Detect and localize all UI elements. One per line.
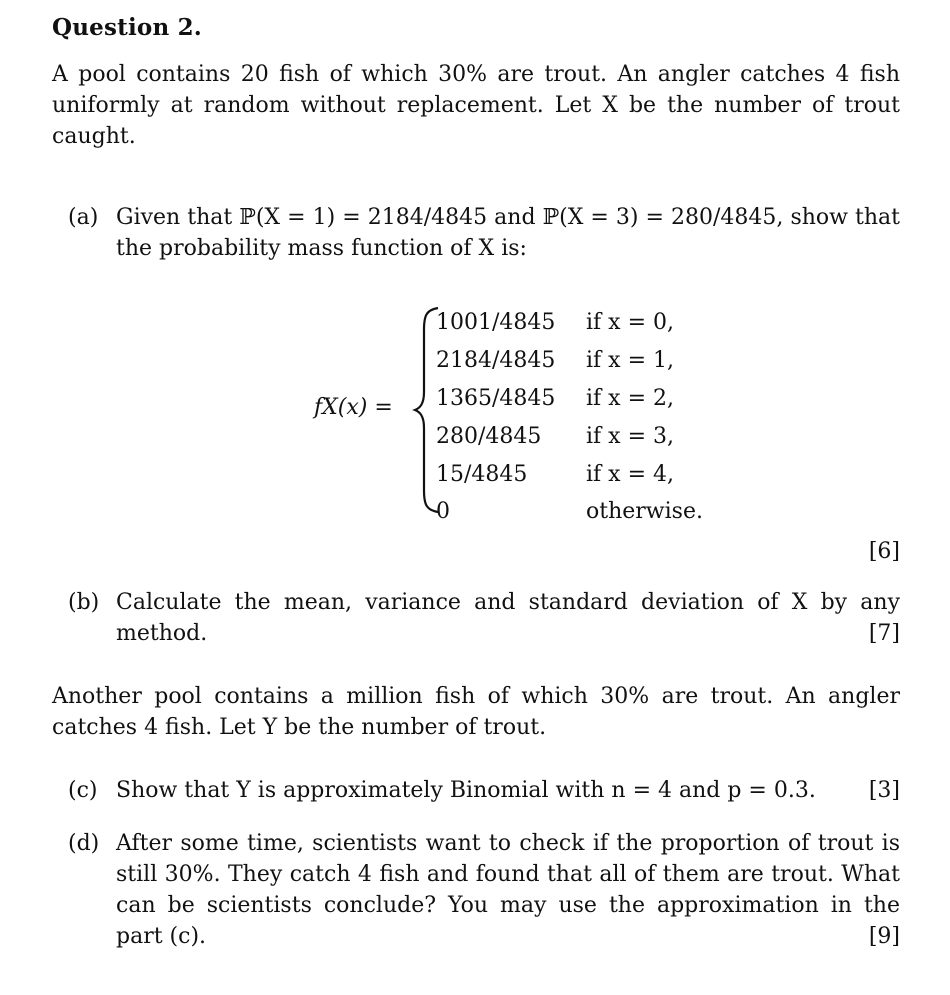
part-b — [52, 587, 900, 649]
pmf-value: 1365/4845 — [436, 385, 556, 411]
part-c-label: (c) — [68, 778, 98, 803]
pmf-value: 280/4845 — [436, 423, 542, 449]
part-c-text: Show that Y is approximately Binomial with n = 4 and p = 0.3. — [116, 778, 816, 803]
pmf-row — [436, 342, 703, 380]
pmf-lhs: fX(x) = — [314, 395, 393, 420]
pmf-row — [436, 455, 703, 493]
pmf-row — [436, 417, 703, 455]
pmf-condition: if x = 0, — [586, 310, 674, 336]
part-d-marks: [9] — [868, 924, 900, 949]
part-a-label: (a) — [68, 205, 99, 230]
part-c-marks: [3] — [868, 778, 900, 803]
pmf-condition: otherwise. — [586, 499, 703, 525]
part-d-text: After some time, scientists want to check if the proportion of trout is still 30%. They catch 4 fish and found that all of them are trout. What can be scientists conclude? You may use the approximation in the part (c). — [116, 831, 900, 949]
pmf-row — [436, 304, 703, 342]
part-d — [52, 828, 900, 952]
pmf-row — [436, 493, 703, 531]
pmf-table — [436, 304, 703, 531]
question-title: Question 2. — [52, 14, 202, 41]
pmf-condition: if x = 1, — [586, 348, 674, 374]
pmf-equation — [52, 304, 900, 524]
question-intro: A pool contains 20 fish of which 30% are trout. An angler catches 4 fish uniformly at random without replacement. Let X be the number of trout caught. — [52, 62, 900, 149]
part-a-text: Given that ℙ(X = 1) = 2184/4845 and ℙ(X = 3) = 280/4845, show that the probability mass function of X is: — [116, 205, 900, 261]
pmf-value: 1001/4845 — [436, 310, 556, 336]
part-b-label: (b) — [68, 590, 100, 615]
pmf-condition: if x = 3, — [586, 423, 674, 449]
pmf-value: 2184/4845 — [436, 348, 556, 374]
part-b-text: Calculate the mean, variance and standard deviation of X by any method. — [116, 590, 900, 646]
question-page — [52, 14, 900, 952]
part-c — [52, 775, 900, 806]
pmf-row — [436, 380, 703, 418]
part-a — [52, 202, 900, 264]
second-pool-text: Another pool contains a million fish of which 30% are trout. An angler catches 4 fish. Let Y be the number of trout. — [52, 684, 900, 740]
part-d-label: (d) — [68, 831, 100, 856]
pmf-condition: if x = 4, — [586, 461, 674, 487]
pmf-value: 0 — [436, 499, 450, 525]
pmf-value: 15/4845 — [436, 461, 528, 487]
part-a-marks: [6] — [868, 539, 900, 564]
pmf-condition: if x = 2, — [586, 385, 674, 411]
part-b-marks: [7] — [868, 621, 900, 646]
